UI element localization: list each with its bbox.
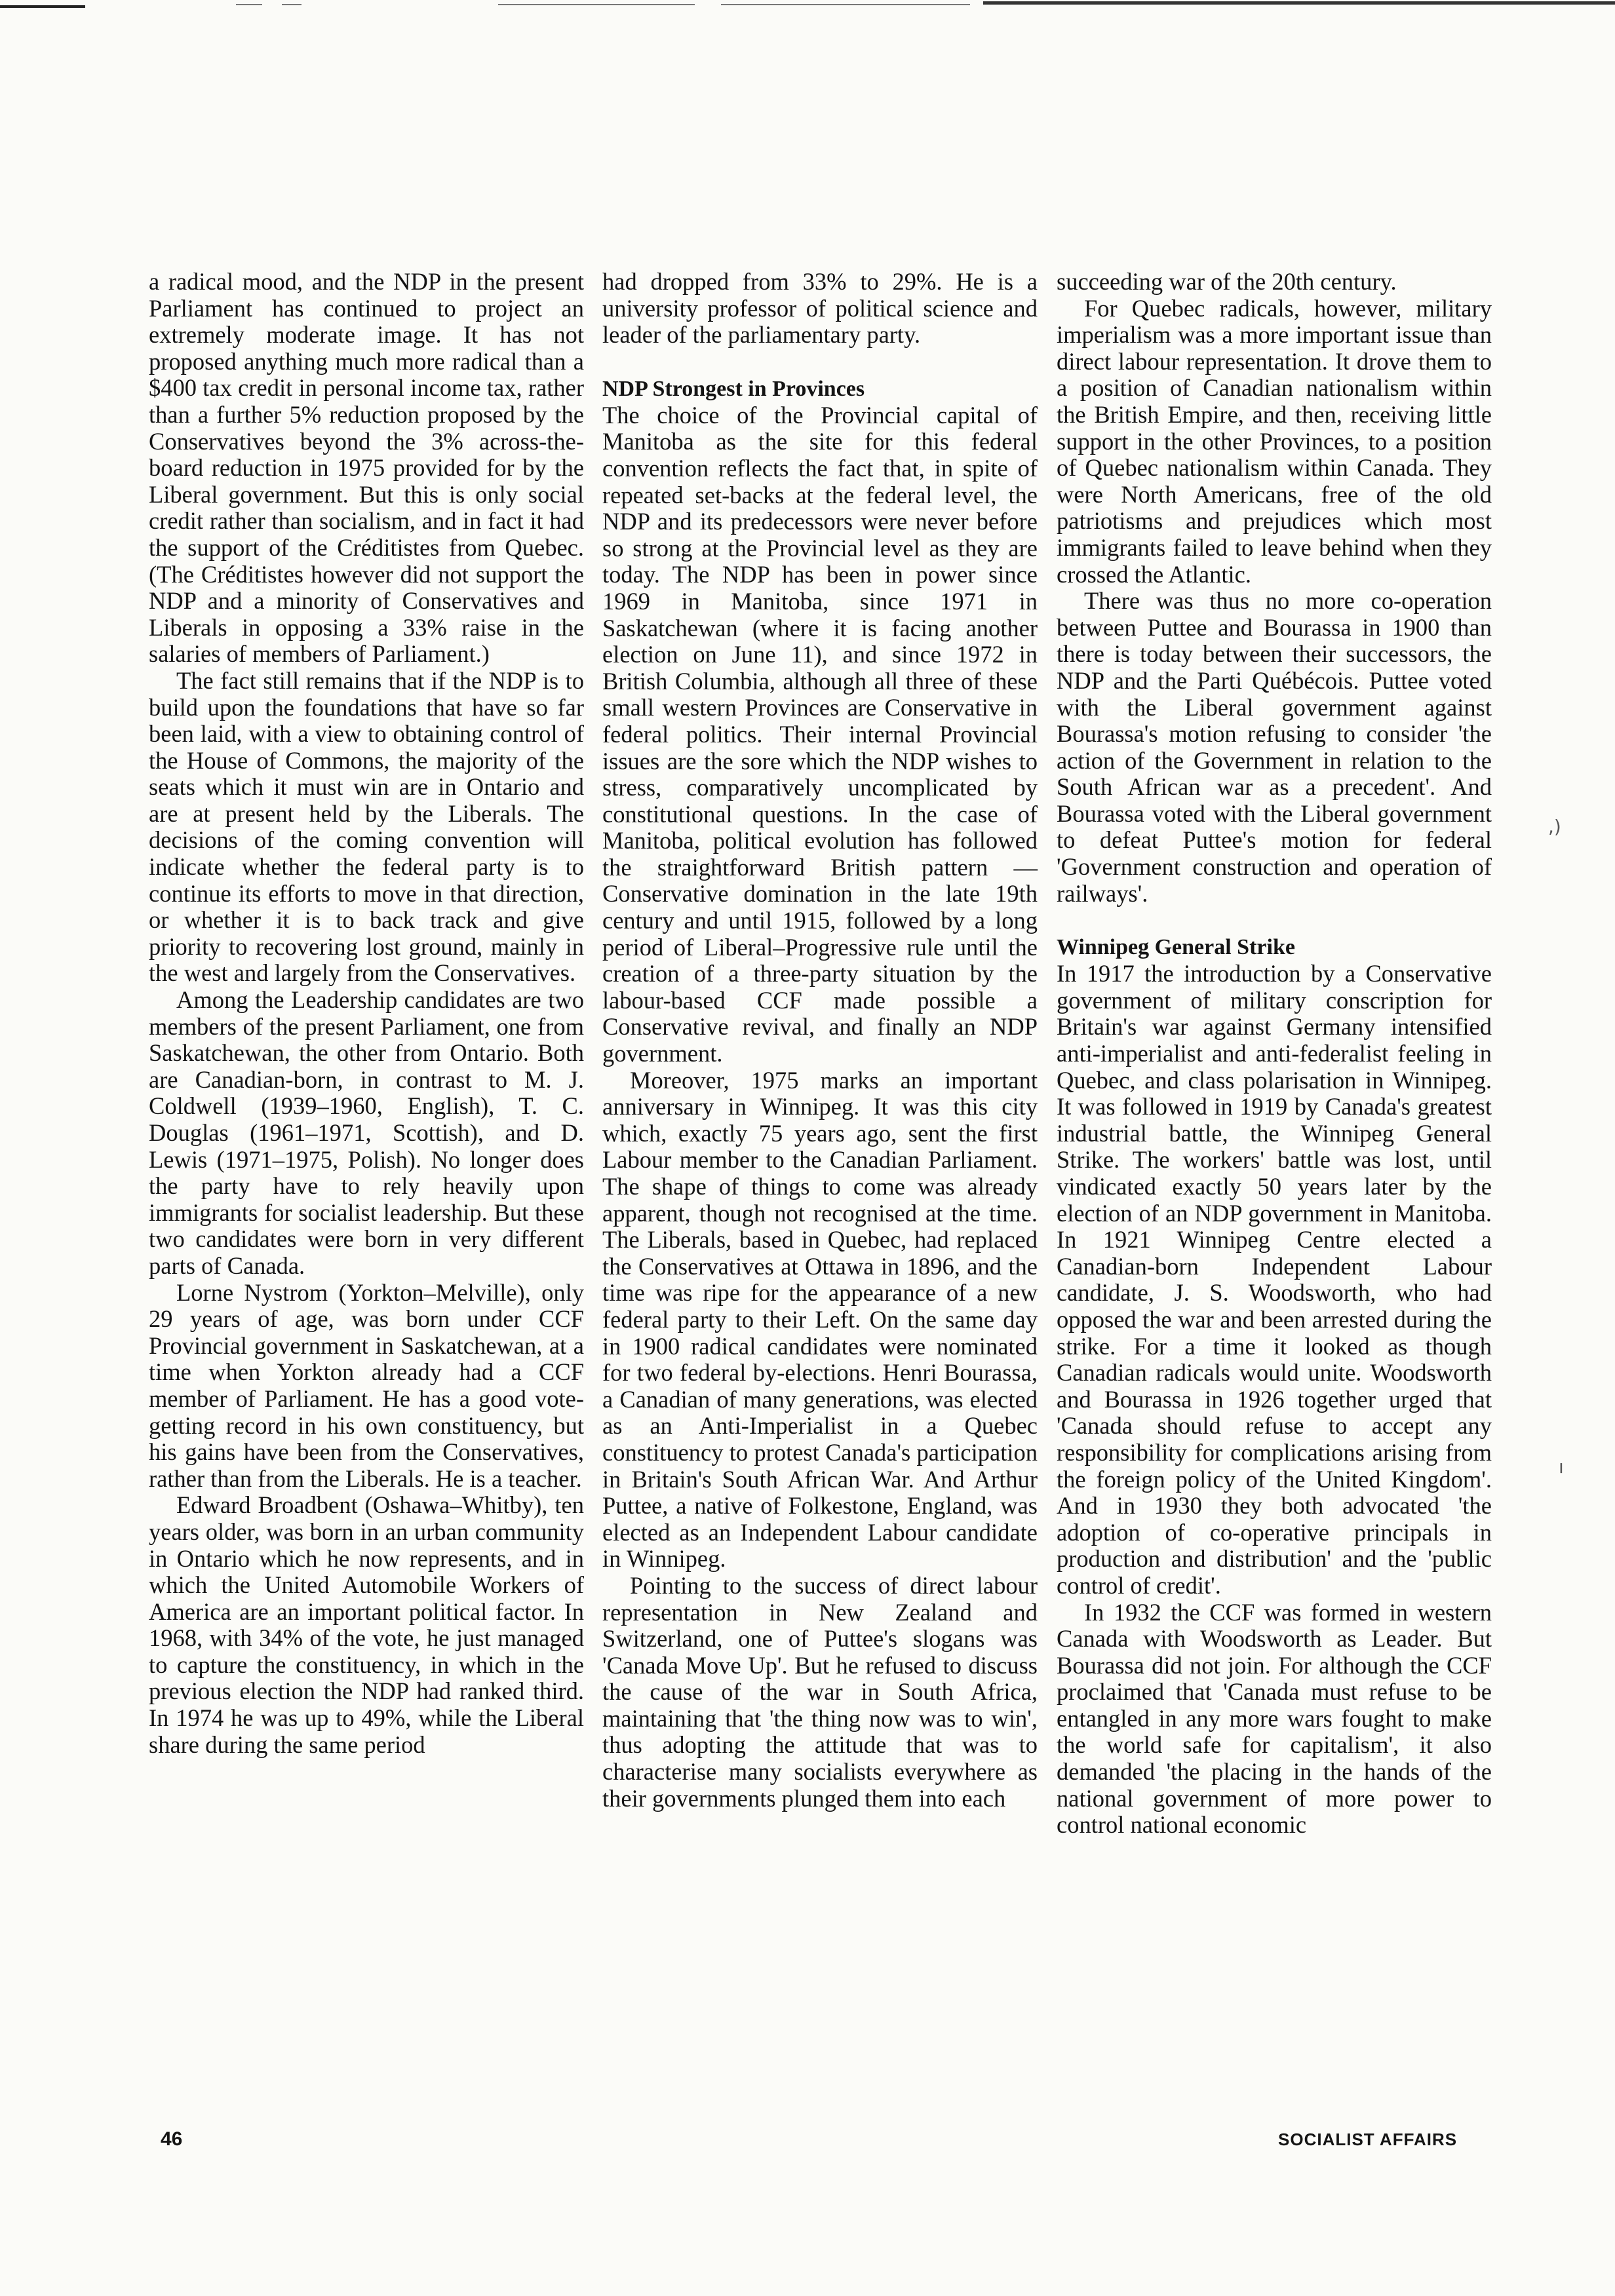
paragraph: Pointing to the success of direct labour representation in New Zealand and Switzerland, one of Puttee's slogans was 'Canada Move Up'. But he refused to discuss the cause of the war in South Africa, maintaining that 'the thing now was to win', thus adopting the attitude that was to characterise many socialists everywhere as their governments plunged them into each xyxy=(602,1571,1038,1812)
publication-title: SOCIALIST AFFAIRS xyxy=(1278,2130,1458,2149)
margin-ink-mark: ı xyxy=(1559,1456,1564,1478)
paragraph: Edward Broadbent (Oshawa–Whitby), ten years older, was born in an urban community in Ontario which he now represents, and in which the United Automobile Workers of America are an important political factor. In 1968, with 34% of the vote, he just managed to capture the constituency, in which in the previous election the NDP had ranked third. In 1974 he was up to 49%, while the Liberal share during the same period xyxy=(149,1491,584,1758)
text-column-2 xyxy=(602,269,1038,1812)
scan-edge-marks xyxy=(0,0,1615,4)
paragraph: In 1932 the CCF was formed in western Canada with Woodsworth as Leader. But Bourassa did not join. For although the CCF proclaimed that 'Canada must refuse to be entangled in any more wars fought to make the world safe for capitalism', it also demanded 'the placing in the hands of the national government of more power to control national economic xyxy=(1057,1598,1492,1839)
paragraph: For Quebec radicals, however, military imperialism was a more important issue than direct labour representation. It drove them to a position of Canadian nationalism within the British Empire, and then, receiving little support in the other Provinces, to a position of Quebec nationalism within Canada. They were North Americans, free of the old patriotisms and prejudices which most immigrants failed to leave behind when they crossed the Atlantic. xyxy=(1057,294,1492,588)
page-number: 46 xyxy=(161,2128,183,2150)
paragraph: Moreover, 1975 marks an important anniversary in Winnipeg. It was this city which, exactly 75 years ago, sent the first Labour member to the Canadian Parliament. The shape of things to come was already apparent, though not recognised at the time. The Liberals, based in Quebec, had replaced the Conservatives at Ottawa in 1896, and the time was ripe for the appearance of a new federal party to their Left. On the same day in 1900 radical candidates were nominated for two federal by-elections. Henri Bourassa, a Canadian of many generations, was elected as an Anti-Imperialist in a Quebec constituency to protest Canada's participation in Britain's South African War. And Arthur Puttee, a native of Folkestone, England, was elected as an Independent Labour candidate in Winnipeg. xyxy=(602,1066,1038,1573)
scan-mark xyxy=(498,4,695,5)
paragraph: had dropped from 33% to 29%. He is a university professor of political science and leader of the parliamentary party. xyxy=(602,268,1038,349)
scan-mark xyxy=(983,1,1615,5)
scan-mark xyxy=(236,4,262,5)
scan-mark xyxy=(721,4,970,5)
paragraph: There was thus no more co-operation between Puttee and Bourassa in 1900 than there is today between their successors, the NDP and the Parti Québécois. Puttee voted with the Liberal government against Bourassa's motion refusing to consider 'the action of the Government in relation to the South African war as a precedent'. And Bourassa voted with the Liberal government to defeat Puttee's motion for federal 'Government construction and operation of railways'. xyxy=(1057,587,1492,907)
section-heading: NDP Strongest in Provinces xyxy=(602,376,865,401)
paragraph: The fact still remains that if the NDP is to build upon the foundations that have so far been laid, with a view to obtaining control of the House of Commons, the majority of the seats which it must win are in Ontario and are at present held by the Liberals. The decisions of the coming convention will indicate whether the federal party is to continue its efforts to move in that direction, or whether it is to back track and give priority to recovering lost ground, mainly in the west and largely from the Conservatives. xyxy=(149,666,584,987)
scan-mark xyxy=(282,4,302,5)
text-column-3 xyxy=(1057,269,1492,1839)
paragraph: In 1917 the introduction by a Conservative government of military conscription for Britain's war against Germany intensified anti-imperialist and anti-federalist feeling in Quebec, and class polarisation in Winnipeg. It was followed in 1919 by Canada's greatest industrial battle, the Winnipeg General Strike. The workers' battle was lost, until vindicated exactly 50 years later by the election of an NDP government in Manitoba. In 1921 Winnipeg Centre elected a Canadian-born Independent Labour candidate, J. S. Woodsworth, who had opposed the war and been arrested during the strike. For a time it looked as though Canadian radicals would unite. Woodsworth and Bourassa in 1926 together urged that 'Canada should refuse to accept any responsibility for complications arising from the foreign policy of the United Kingdom'. And in 1930 they both advocated 'the adoption of co-operative principals in production and distribution' and the 'public control of credit'. xyxy=(1057,960,1492,1599)
paragraph: Lorne Nystrom (Yorkton–Melville), only 29 years of age, was born under CCF Provincial government in Saskatchewan, at a time when Yorkton already had a CCF member of Parliament. He has a good vote-getting record in his own constituency, but his gains have been from the Conservatives, rather than from the Liberals. He is a teacher. xyxy=(149,1278,584,1492)
section-heading: Winnipeg General Strike xyxy=(1057,935,1295,960)
scan-mark xyxy=(0,5,85,8)
paragraph: The choice of the Provincial capital of Manitoba as the site for this federal convention reflects the fact that, in spite of repeated set-backs at the federal level, the NDP and its predecessors were never before so strong at the Provincial level as they are today. The NDP has been in power since 1969 in Manitoba, since 1971 in Saskatchewan (where it is facing another election on June 11), and since 1972 in British Columbia, although all three of these small western Provinces are Conservative in federal politics. Their internal Provincial issues are the sore which the NDP wishes to stress, comparatively uncomplicated by constitutional questions. In the case of Manitoba, political evolution has followed the straightforward British pattern — Conservative domination in the late 19th century and until 1915, followed by a long period of Liberal–Progressive rule until the creation of a three-party situation by the labour-based CCF made possible a Conservative revival, and finally an NDP government. xyxy=(602,401,1038,1067)
margin-ink-mark: ,) xyxy=(1548,816,1561,837)
paragraph: Among the Leadership candidates are two members of the present Parliament, one from Saskatchewan, the other from Ontario. Both are Canadian-born, in contrast to M. J. Coldwell (1939–1960, English), T. C. Douglas (1961–1971, Scottish), and D. Lewis (1971–1975, Polish). No longer does the party have to rely heavily upon immigrants for socialist leadership. But these two candidates were born in very different parts of Canada. xyxy=(149,986,584,1279)
paragraph: succeeding war of the 20th century. xyxy=(1057,268,1397,295)
paragraph: a radical mood, and the NDP in the present Parliament has continued to project an extremely moderate image. It has not proposed anything much more radical than a $400 tax credit in personal income tax, rather than a further 5% reduction proposed by the Conservatives beyond the 3% across-the-board reduction in 1975 provided for by the Liberal government. But this is only social credit rather than socialism, and in fact it had the support of the Créditistes from Quebec. (The Créditistes however did not support the NDP and a minority of Conservatives and Liberals in opposing a 33% raise in the salaries of members of Parliament.) xyxy=(149,268,584,668)
text-column-1 xyxy=(149,269,584,1758)
